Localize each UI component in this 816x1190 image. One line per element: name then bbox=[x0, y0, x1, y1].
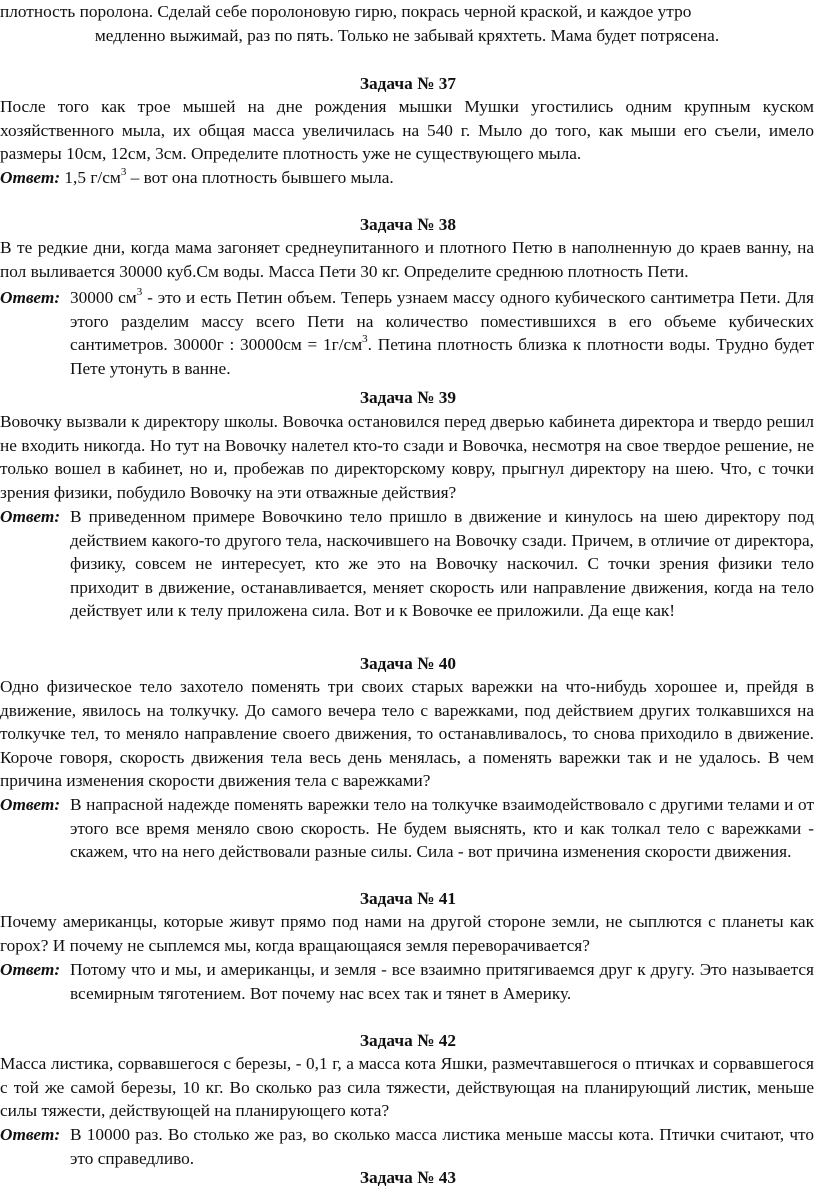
task-38-question: В те редкие дни, когда мама загоняет среднеупитанного и плотного Петю в наполненную до краев ванну, на пол выливается 30000 куб.См воды. Масса Пети 30 кг. Определите среднюю плотность Пети. bbox=[0, 238, 814, 281]
task-38-answer-sup: 3 bbox=[136, 286, 143, 299]
task-42-answer bbox=[0, 1123, 814, 1170]
task-40-question: Одно физическое тело захотело поменять три своих старых варежки на что-нибудь хорошее и, прейдя в движение, явилось на толкучку. До самого вечера тело с варежками, под действием других толкавшихся на толкучке тел, то меняло направление своего движения, то останавливалось, то снова приходило в движение. Короче говоря, скорость движения тела весь день менялась, а поменять варежки так и не удалось. В чем причина изменения скорости движения тела с варежками? bbox=[0, 677, 814, 791]
task-37-answer bbox=[0, 166, 814, 190]
task-42-question: Масса листика, сорвавшегося с березы, - 0,1 г, а масса кота Яшки, размечтавшегося о птичках и сорвавшегося с той же самой березы, 10 кг. Во сколько раз сила тяжести, действующая на планирующий листик, меньше силы тяжести, действующей на планирующего кота? bbox=[0, 1054, 814, 1121]
task-38-answer-text-a: 30000 см bbox=[70, 288, 137, 307]
task-39-title: Задача № 39 bbox=[359, 388, 457, 407]
task-37-title: Задача № 37 bbox=[359, 74, 457, 93]
task-38-answer-sup-2: 3 bbox=[362, 333, 368, 346]
intro-line-1: плотность поролона. Сделай себе поролоновую гирю, покрась черной краской, и каждое утро bbox=[0, 2, 692, 21]
task-37-answer-sup: 3 bbox=[120, 166, 127, 179]
answer-label: Ответ: bbox=[0, 168, 61, 187]
task-41-answer-text: Потому что и мы, и американцы, и земля - все взаимно притягиваемся друг к другу. Это называется всемирным тяготением. Вот почему нас всех так и тянет в Америку. bbox=[70, 960, 814, 1003]
answer-label: Ответ: bbox=[0, 288, 61, 307]
answer-label: Ответ: bbox=[0, 507, 61, 526]
task-40-answer-text: В напрасной надежде поменять варежки тело на толкучке взаимодействовало с другими телами и от этого все время меняло свою скорость. Не будем выяснять, кто и как толкал тело с варежками - скажем, что на него действовали разные силы. Сила - вот причина изменения скорости движения. bbox=[70, 795, 814, 862]
task-41-answer bbox=[0, 958, 814, 1005]
task-38-answer bbox=[0, 286, 814, 380]
answer-label: Ответ: bbox=[0, 960, 61, 979]
task-42-title: Задача № 42 bbox=[359, 1031, 457, 1050]
task-41-title: Задача № 41 bbox=[359, 889, 457, 908]
task-43-title: Задача № 43 bbox=[359, 1168, 457, 1187]
task-37-answer-text-b: – вот она плотность бывшего мыла. bbox=[126, 168, 394, 187]
task-38-answer-text-c: . Петина плотность близка к плотности воды. Трудно будет Пете утонуть в ванне. bbox=[70, 335, 814, 378]
task-42-answer-text: В 10000 раз. Во столько же раз, во сколько масса листика меньше массы кота. Птички считают, что это справедливо. bbox=[70, 1125, 814, 1168]
task-37-question: После того как трое мышей на дне рождения мышки Мушки угостились одним крупным куском хозяйственного мыла, их общая масса увеличилась на 540 г. Мыло до того, как мыши его съели, имело размеры 10см, 12см, 3см. Определите плотность уже не существующего мыла. bbox=[0, 97, 814, 164]
task-40-title: Задача № 40 bbox=[359, 654, 457, 673]
task-39-question: Вовочку вызвали к директору школы. Вовочка остановился перед дверью кабинета директора и твердо решил не входить никогда. Но тут на Вовочку налетел кто-то сзади и Вовочка, несмотря на свое твердое решение, не только вошел в кабинет, но и, пробежав по директорскому ковру, прыгнул директору на шею. Что, с точки зрения физики, побудило Вовочку на эти отважные действия? bbox=[0, 412, 814, 502]
answer-label: Ответ: bbox=[0, 795, 61, 814]
task-41-question: Почему американцы, которые живут прямо под нами на другой стороне земли, не сыплются с планеты как горох? И почему не сыплемся мы, когда вращающаяся земля переворачивается? bbox=[0, 912, 814, 955]
task-38-title: Задача № 38 bbox=[359, 215, 457, 234]
task-37-answer-text-a: 1,5 г/см bbox=[64, 168, 121, 187]
answer-label: Ответ: bbox=[0, 1125, 61, 1144]
intro-line-2: медленно выжимай, раз по пять. Только не забывай кряхтеть. Мама будет потрясена. bbox=[94, 26, 720, 45]
task-38-answer-text-b: - это и есть Петин объем. Теперь узнаем массу одного кубического сантиметра Пети. Для этого разделим массу всего Пети на количество поместившихся в его объеме кубических сантиметров. 30000г : 30000см = 1г/см bbox=[70, 288, 814, 355]
task-39-answer-text: В приведенном примере Вовочкино тело пришло в движение и кинулось на шею директору под действием какого-то другого тела, наскочившего на Вовочку сзади. Причем, в отличие от директора, физику, совсем не интересует, кто же это на Вовочку наскочил. С точки зрения физики тело приходит в движение, останавливается, меняет скорость или направление движения, когда на тело действует или к телу приложена сила. Вот и к Вовочке ее приложили. Да еще как! bbox=[70, 507, 814, 621]
task-40-answer bbox=[0, 793, 814, 864]
task-39-answer bbox=[0, 505, 814, 623]
